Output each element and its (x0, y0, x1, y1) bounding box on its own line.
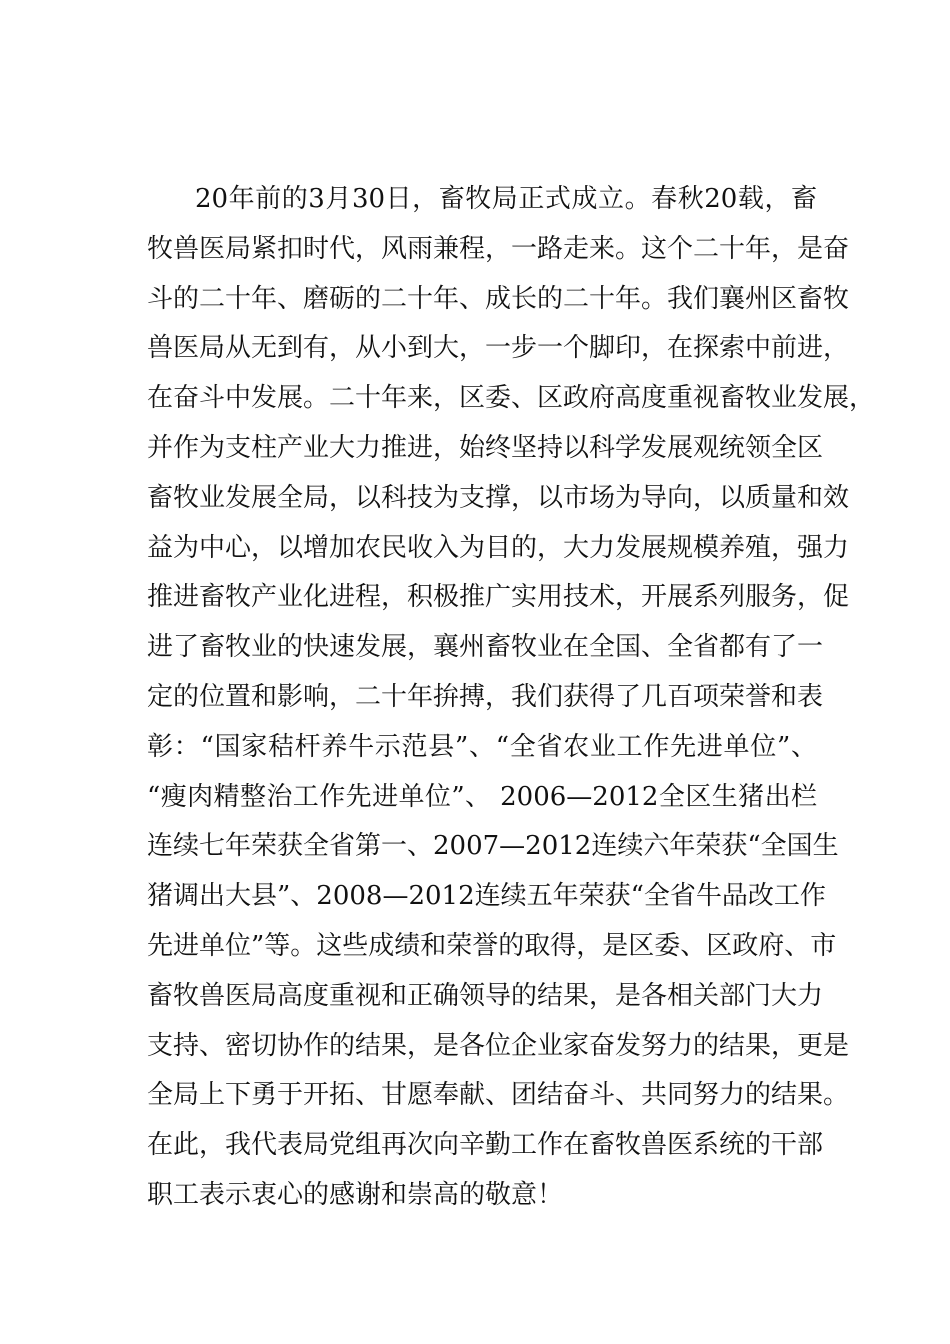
paragraph-line: 斗的二十年、磨砺的二十年、成长的二十年。我们襄州区畜牧 (147, 283, 850, 314)
paragraph-line: 在此，我代表局党组再次向辛勤工作在畜牧兽医系统的干部 (147, 1130, 824, 1161)
paragraph-line: 彰：“国家秸杆养牛示范县”、“全省农业工作先进单位”、 (147, 731, 817, 762)
paragraph-line: 畜牧兽医局高度重视和正确领导的结果，是各相关部门大力 (147, 980, 824, 1011)
paragraph-line: 定的位置和影响，二十年拚搏，我们获得了几百项荣誉和表 (147, 681, 824, 712)
paragraph-line: “瘦肉精整治工作先进单位”、 2006—2012全区生猪出栏 (147, 781, 817, 812)
paragraph-line: 职工表示衷心的感谢和崇高的敬意！ (147, 1179, 564, 1210)
paragraph-line: 并作为支柱产业大力推进，始终坚持以科学发展观统领全区 (147, 432, 824, 463)
paragraph-line: 畜牧业发展全局，以科技为支撑，以市场为导向，以质量和效 (147, 482, 850, 513)
paragraph-line: 猪调出大县”、2008—2012连续五年荣获“全省牛品改工作 (147, 881, 826, 912)
paragraph-line: 全局上下勇于开拓、甘愿奉献、团结奋斗、共同努力的结果。 (147, 1080, 850, 1111)
paragraph-line: 益为中心，以增加农民收入为目的，大力发展规模养殖，强力 (147, 532, 850, 563)
paragraph-line: 推进畜牧产业化进程，积极推广实用技术，开展系列服务，促 (147, 582, 850, 613)
paragraph-line: 在奋斗中发展。二十年来，区委、区政府高度重视畜牧业发展， (147, 383, 876, 414)
paragraph-line: 兽医局从无到有，从小到大，一步一个脚印，在探索中前进， (147, 333, 850, 364)
paragraph-line: 进了畜牧业的快速发展，襄州畜牧业在全国、全省都有了一 (147, 632, 824, 663)
paragraph-line: 支持、密切协作的结果，是各位企业家奋发努力的结果，更是 (147, 1030, 850, 1061)
paragraph-line: 连续七年荣获全省第一、2007—2012连续六年荣获“全国生 (147, 831, 839, 862)
body-paragraph (147, 178, 876, 1224)
paragraph-line: 20年前的3月30日，畜牧局正式成立。春秋20载，畜 (195, 184, 817, 214)
paragraph-line: 先进单位”等。这些成绩和荣誉的取得，是区委、区政府、市 (147, 930, 837, 961)
paragraph-line: 牧兽医局紧扣时代，风雨兼程，一路走来。这个二十年，是奋 (147, 233, 850, 264)
